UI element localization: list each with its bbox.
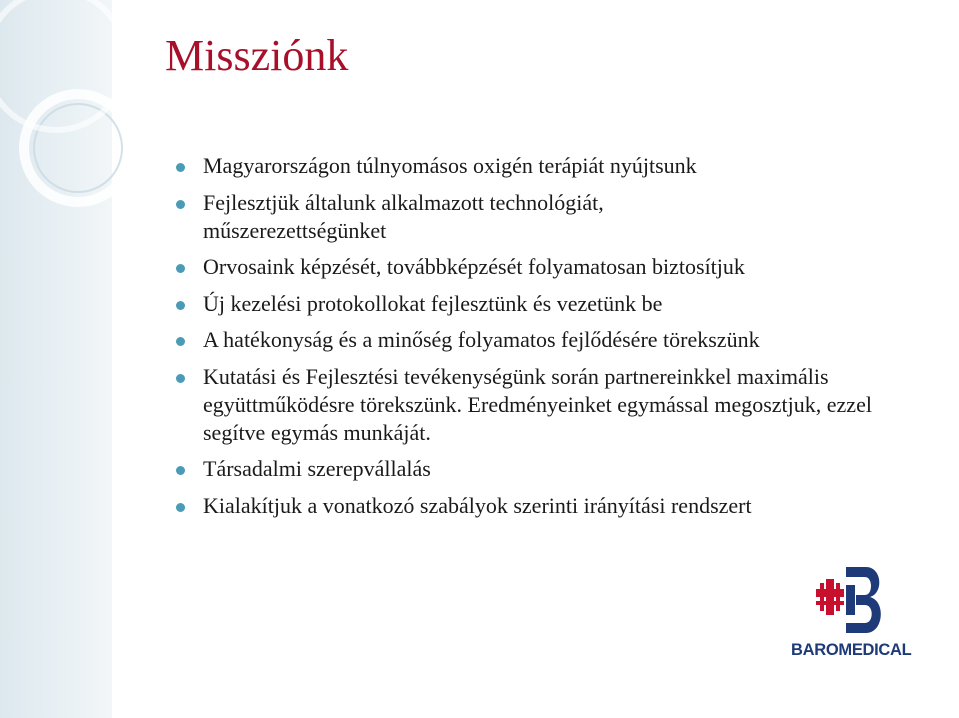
bullet-dot-icon: [176, 337, 185, 346]
list-item: Új kezelési protokollokat fejlesztünk és vezetünk be: [176, 290, 936, 318]
decorative-circles: [0, 0, 150, 300]
bullet-dot-icon: [176, 264, 185, 273]
bullet-dot-icon: [176, 301, 185, 310]
list-item: Magyarországon túlnyomásos oxigén terápiát nyújtsunk: [176, 152, 936, 180]
bullet-dot-icon: [176, 503, 185, 512]
list-item: A hatékonyság és a minőség folyamatos fejlődésére törekszünk: [176, 326, 936, 354]
logo-wordmark: BAROMEDICAL: [791, 641, 912, 659]
bullet-dot-icon: [176, 200, 185, 209]
slide-title: Missziónk: [165, 31, 349, 80]
bullet-dot-icon: [176, 374, 185, 383]
list-item: Fejlesztjük általunk alkalmazott technológiát, műszerezettségünket: [176, 189, 673, 245]
bullet-list: [176, 152, 936, 528]
bullet-dot-icon: [176, 163, 185, 172]
list-item: Kutatási és Fejlesztési tevékenységünk során partnereinkkel maximális együttműködésre törekszünk. Eredményeinket egymással megosztjuk, ezzel segítve egymás munkáját.: [176, 363, 936, 447]
bullet-dot-icon: [176, 466, 185, 475]
list-item: Kialakítjuk a vonatkozó szabályok szerinti irányítási rendszert: [176, 492, 936, 520]
baromedical-logo-icon: [816, 563, 888, 637]
list-item: Orvosaink képzését, továbbképzését folyamatosan biztosítjuk: [176, 253, 936, 281]
list-item: Társadalmi szerepvállalás: [176, 455, 936, 483]
